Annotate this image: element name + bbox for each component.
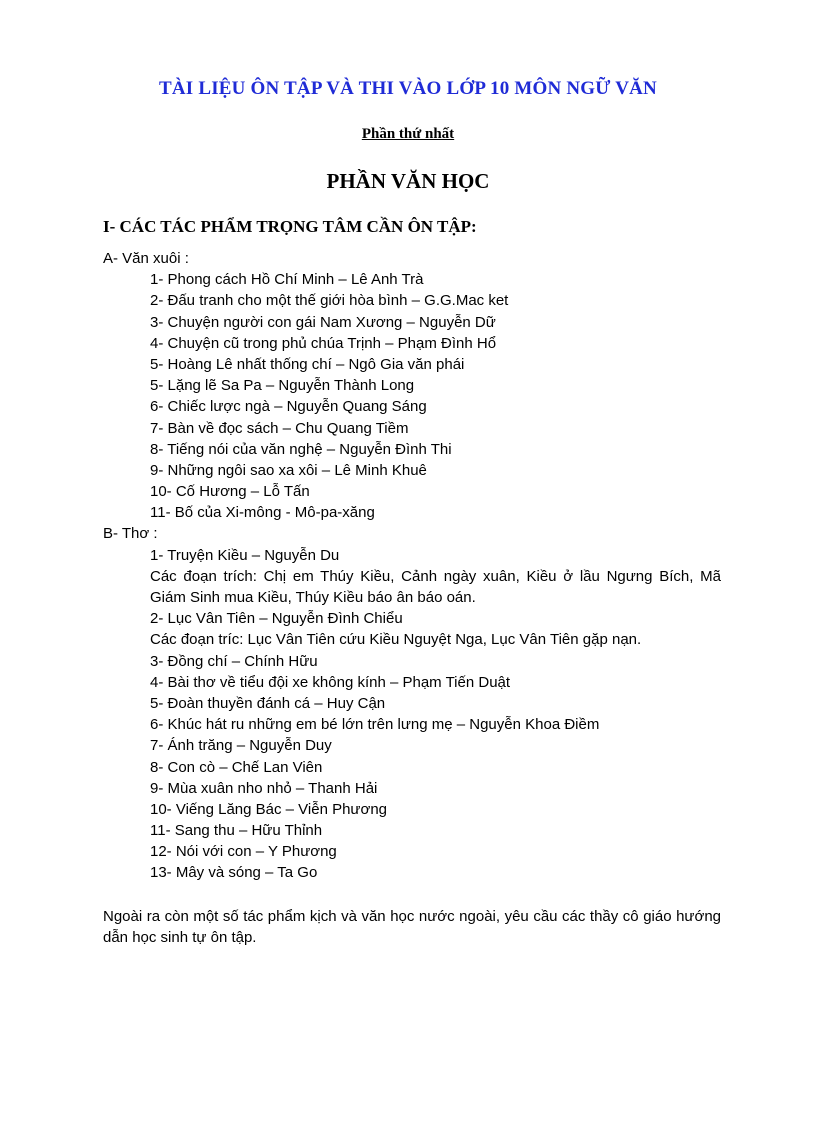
part-label: Phần thứ nhất: [361, 126, 455, 142]
list-item: 12- Nói với con – Y Phương: [150, 843, 337, 861]
poetry-label: B- Thơ :: [103, 525, 158, 543]
list-item: 10- Cố Hương – Lỗ Tấn: [150, 483, 310, 501]
list-item: 11- Sang thu – Hữu Thỉnh: [150, 822, 323, 840]
excerpt-note: Các đoạn tríc: Lục Vân Tiên cứu Kiều Nguyệt Nga, Lục Vân Tiên gặp nạn.: [150, 631, 642, 649]
closing-note: Ngoài ra còn một số tác phẩm kịch và văn học nước ngoài, yêu cầu các thầy cô giáo hướng dẫn học sinh tự ôn tập.: [103, 907, 721, 946]
list-item: 13- Mây và sóng – Ta Go: [150, 864, 318, 882]
list-item: 6- Chiếc lược ngà – Nguyễn Quang Sáng: [150, 398, 427, 416]
list-item: 10- Viếng Lăng Bác – Viễn Phương: [150, 800, 387, 818]
list-item: 7- Ánh trăng – Nguyễn Duy: [150, 737, 332, 755]
list-item: 11- Bố của Xi-mông - Mô-pa-xăng: [150, 504, 375, 522]
section-heading: I- CÁC TÁC PHẨM TRỌNG TÂM CẦN ÔN TẬP:: [103, 217, 477, 236]
list-item: 5- Lặng lẽ Sa Pa – Nguyễn Thành Long: [150, 377, 415, 395]
list-item: 5- Đoàn thuyền đánh cá – Huy Cận: [150, 694, 386, 712]
document-title: TÀI LIỆU ÔN TẬP VÀ THI VÀO LỚP 10 MÔN NGỮ VĂN: [159, 78, 657, 99]
list-item: 5- Hoàng Lê nhất thống chí – Ngô Gia văn phái: [150, 355, 465, 373]
part-title: PHẦN VĂN HỌC: [326, 169, 490, 193]
list-item: 9- Những ngôi sao xa xôi – Lê Minh Khuê: [150, 461, 427, 479]
document-body: [103, 248, 721, 948]
list-item: 1- Truyện Kiều – Nguyễn Du: [150, 546, 340, 564]
prose-label: A- Văn xuôi :: [103, 250, 189, 267]
list-item: 4- Bài thơ về tiểu đội xe không kính – Phạm Tiến Duật: [150, 673, 511, 691]
list-item: 3- Đồng chí – Chính Hữu: [150, 652, 318, 670]
list-item: 4- Chuyện cũ trong phủ chúa Trịnh – Phạm Đình Hổ: [150, 334, 497, 352]
list-item: 2- Lục Vân Tiên – Nguyễn Đình Chiểu: [150, 610, 403, 628]
list-item: 9- Mùa xuân nho nhỏ – Thanh Hải: [150, 779, 378, 797]
list-item: 7- Bàn về đọc sách – Chu Quang Tiềm: [150, 419, 409, 437]
list-item: 6- Khúc hát ru những em bé lớn trên lưng mẹ – Nguyễn Khoa Điềm: [150, 716, 600, 734]
list-item: 2- Đấu tranh cho một thế giới hòa bình – G.G.Mac ket: [150, 292, 509, 310]
list-item: 3- Chuyện người con gái Nam Xương – Nguyễn Dữ: [150, 313, 496, 331]
excerpt-note: Các đoạn trích: Chị em Thúy Kiều, Cảnh ngày xuân, Kiều ở lầu Ngưng Bích, Mã Giám Sinh mua Kiều, Thúy Kiều báo ân báo oán.: [150, 567, 721, 607]
list-item: 1- Phong cách Hồ Chí Minh – Lê Anh Trà: [150, 271, 424, 289]
list-item: 8- Tiếng nói của văn nghệ – Nguyễn Đình Thi: [150, 440, 452, 458]
list-item: 8- Con cò – Chế Lan Viên: [150, 758, 323, 776]
